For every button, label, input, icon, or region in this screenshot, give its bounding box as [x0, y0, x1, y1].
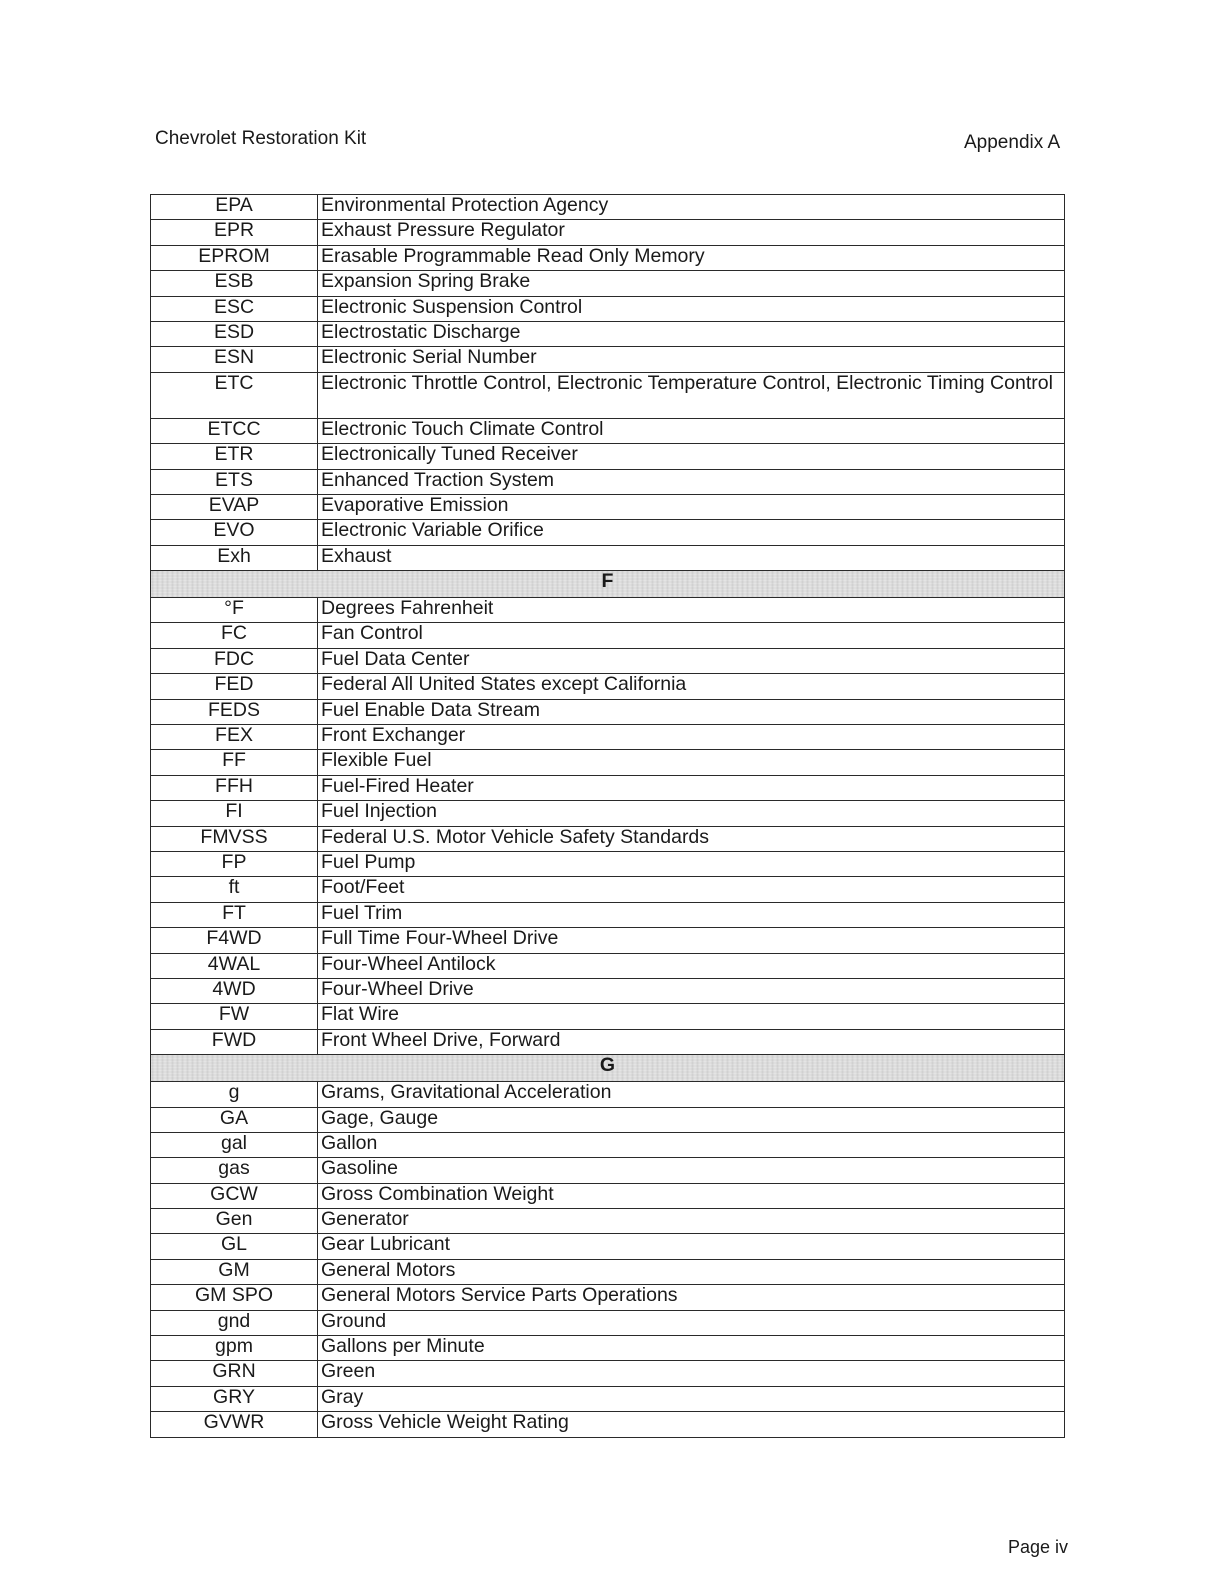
meaning-cell: Gasoline	[318, 1158, 1065, 1183]
abbreviation-cell: GCW	[151, 1183, 318, 1208]
abbreviation-cell: FEDS	[151, 699, 318, 724]
abbreviations-table	[150, 194, 1065, 1438]
abbreviation-cell: ETS	[151, 469, 318, 494]
meaning-cell: Erasable Programmable Read Only Memory	[318, 245, 1065, 270]
abbreviation-cell: FI	[151, 801, 318, 826]
meaning-cell: Electronic Throttle Control, Electronic Temperature Control, Electronic Timing Control	[318, 372, 1065, 418]
table-row	[151, 220, 1065, 245]
meaning-cell: Fuel Trim	[318, 902, 1065, 927]
abbreviation-cell: ETR	[151, 444, 318, 469]
meaning-cell: Front Wheel Drive, Forward	[318, 1029, 1065, 1054]
table-row	[151, 1259, 1065, 1284]
meaning-cell: Federal All United States except California	[318, 674, 1065, 699]
table-row	[151, 877, 1065, 902]
page-number: Page iv	[1008, 1537, 1069, 1557]
abbreviation-cell: F4WD	[151, 928, 318, 953]
meaning-cell: Electronic Serial Number	[318, 347, 1065, 372]
meaning-cell: Gage, Gauge	[318, 1107, 1065, 1132]
abbreviation-cell: ESD	[151, 321, 318, 346]
table-row	[151, 1209, 1065, 1234]
meaning-cell: Grams, Gravitational Acceleration	[318, 1082, 1065, 1107]
meaning-cell: Electronic Touch Climate Control	[318, 418, 1065, 443]
meaning-cell: Exhaust	[318, 545, 1065, 570]
meaning-cell: Foot/Feet	[318, 877, 1065, 902]
meaning-cell: Fuel-Fired Heater	[318, 775, 1065, 800]
table-row	[151, 750, 1065, 775]
abbreviation-cell: FT	[151, 902, 318, 927]
abbreviation-cell: ESC	[151, 296, 318, 321]
abbreviation-cell: GM SPO	[151, 1285, 318, 1310]
table-row	[151, 1412, 1065, 1437]
table-row	[151, 1361, 1065, 1386]
table-row	[151, 372, 1065, 418]
abbreviation-cell: gpm	[151, 1336, 318, 1361]
meaning-cell: Enhanced Traction System	[318, 469, 1065, 494]
abbreviation-cell: ESB	[151, 271, 318, 296]
table-row	[151, 1082, 1065, 1107]
table-row	[151, 928, 1065, 953]
table-row	[151, 1107, 1065, 1132]
meaning-cell: Electronic Suspension Control	[318, 296, 1065, 321]
abbreviation-cell: GL	[151, 1234, 318, 1259]
abbreviation-cell: ETC	[151, 372, 318, 418]
meaning-cell: Fuel Injection	[318, 801, 1065, 826]
abbreviation-cell: Exh	[151, 545, 318, 570]
table-row	[151, 321, 1065, 346]
abbreviation-cell: gal	[151, 1132, 318, 1157]
meaning-cell: Gray	[318, 1386, 1065, 1411]
meaning-cell: Generator	[318, 1209, 1065, 1234]
section-header-row	[151, 1055, 1065, 1082]
abbreviation-cell: GM	[151, 1259, 318, 1284]
table-row	[151, 418, 1065, 443]
abbreviation-cell: FEX	[151, 725, 318, 750]
abbreviation-cell: FDC	[151, 648, 318, 673]
table-row	[151, 1158, 1065, 1183]
meaning-cell: Front Exchanger	[318, 725, 1065, 750]
section-header-row	[151, 571, 1065, 598]
abbreviations-table-body	[151, 195, 1065, 1438]
meaning-cell: General Motors	[318, 1259, 1065, 1284]
table-row	[151, 296, 1065, 321]
meaning-cell: Flat Wire	[318, 1004, 1065, 1029]
abbreviation-cell: EPROM	[151, 245, 318, 270]
meaning-cell: Exhaust Pressure Regulator	[318, 220, 1065, 245]
section-letter: F	[151, 571, 1065, 598]
table-row	[151, 545, 1065, 570]
table-row	[151, 978, 1065, 1003]
abbreviation-cell: ETCC	[151, 418, 318, 443]
table-row	[151, 648, 1065, 673]
meaning-cell: Fuel Enable Data Stream	[318, 699, 1065, 724]
meaning-cell: Full Time Four-Wheel Drive	[318, 928, 1065, 953]
meaning-cell: Gear Lubricant	[318, 1234, 1065, 1259]
meaning-cell: Gross Combination Weight	[318, 1183, 1065, 1208]
table-row	[151, 699, 1065, 724]
table-row	[151, 245, 1065, 270]
table-row	[151, 1386, 1065, 1411]
meaning-cell: Electronic Variable Orifice	[318, 520, 1065, 545]
abbreviation-cell: 4WD	[151, 978, 318, 1003]
abbreviation-cell: EPR	[151, 220, 318, 245]
table-row	[151, 1132, 1065, 1157]
meaning-cell: Four-Wheel Drive	[318, 978, 1065, 1003]
meaning-cell: Four-Wheel Antilock	[318, 953, 1065, 978]
abbreviation-cell: °F	[151, 598, 318, 623]
table-row	[151, 1336, 1065, 1361]
abbreviation-cell: FWD	[151, 1029, 318, 1054]
meaning-cell: Fuel Data Center	[318, 648, 1065, 673]
meaning-cell: Federal U.S. Motor Vehicle Safety Standards	[318, 826, 1065, 851]
meaning-cell: Green	[318, 1361, 1065, 1386]
table-row	[151, 1285, 1065, 1310]
table-row	[151, 347, 1065, 372]
meaning-cell: Expansion Spring Brake	[318, 271, 1065, 296]
table-row	[151, 1310, 1065, 1335]
abbreviation-cell: EVO	[151, 520, 318, 545]
table-row	[151, 801, 1065, 826]
abbreviation-cell: EPA	[151, 195, 318, 220]
table-row	[151, 520, 1065, 545]
abbreviation-cell: ft	[151, 877, 318, 902]
abbreviation-cell: FW	[151, 1004, 318, 1029]
table-row	[151, 1183, 1065, 1208]
meaning-cell: Electrostatic Discharge	[318, 321, 1065, 346]
abbreviation-cell: g	[151, 1082, 318, 1107]
abbreviation-cell: GVWR	[151, 1412, 318, 1437]
table-row	[151, 725, 1065, 750]
table-row	[151, 623, 1065, 648]
table-row	[151, 598, 1065, 623]
table-row	[151, 1029, 1065, 1054]
table-row	[151, 826, 1065, 851]
abbreviation-cell: FMVSS	[151, 826, 318, 851]
section-letter: G	[151, 1055, 1065, 1082]
abbreviation-cell: gnd	[151, 1310, 318, 1335]
meaning-cell: Electronically Tuned Receiver	[318, 444, 1065, 469]
meaning-cell: Ground	[318, 1310, 1065, 1335]
meaning-cell: Degrees Fahrenheit	[318, 598, 1065, 623]
document-title: Chevrolet Restoration Kit	[155, 128, 367, 149]
table-row	[151, 195, 1065, 220]
abbreviation-cell: EVAP	[151, 494, 318, 519]
abbreviation-cell: GA	[151, 1107, 318, 1132]
meaning-cell: Gross Vehicle Weight Rating	[318, 1412, 1065, 1437]
abbreviation-cell: FED	[151, 674, 318, 699]
table-row	[151, 953, 1065, 978]
table-row	[151, 444, 1065, 469]
meaning-cell: General Motors Service Parts Operations	[318, 1285, 1065, 1310]
meaning-cell: Flexible Fuel	[318, 750, 1065, 775]
meaning-cell: Fuel Pump	[318, 851, 1065, 876]
table-row	[151, 902, 1065, 927]
table-row	[151, 494, 1065, 519]
abbreviation-cell: 4WAL	[151, 953, 318, 978]
table-row	[151, 1234, 1065, 1259]
abbreviation-cell: Gen	[151, 1209, 318, 1234]
meaning-cell: Gallon	[318, 1132, 1065, 1157]
table-row	[151, 469, 1065, 494]
abbreviation-cell: FC	[151, 623, 318, 648]
table-row	[151, 674, 1065, 699]
meaning-cell: Gallons per Minute	[318, 1336, 1065, 1361]
abbreviation-cell: FFH	[151, 775, 318, 800]
meaning-cell: Fan Control	[318, 623, 1065, 648]
abbreviation-cell: GRN	[151, 1361, 318, 1386]
meaning-cell: Environmental Protection Agency	[318, 195, 1065, 220]
table-row	[151, 271, 1065, 296]
table-row	[151, 1004, 1065, 1029]
meaning-cell: Evaporative Emission	[318, 494, 1065, 519]
abbreviation-cell: GRY	[151, 1386, 318, 1411]
appendix-label: Appendix A	[964, 132, 1061, 153]
abbreviation-cell: FF	[151, 750, 318, 775]
table-row	[151, 775, 1065, 800]
table-row	[151, 851, 1065, 876]
abbreviation-cell: ESN	[151, 347, 318, 372]
abbreviation-cell: FP	[151, 851, 318, 876]
abbreviation-cell: gas	[151, 1158, 318, 1183]
